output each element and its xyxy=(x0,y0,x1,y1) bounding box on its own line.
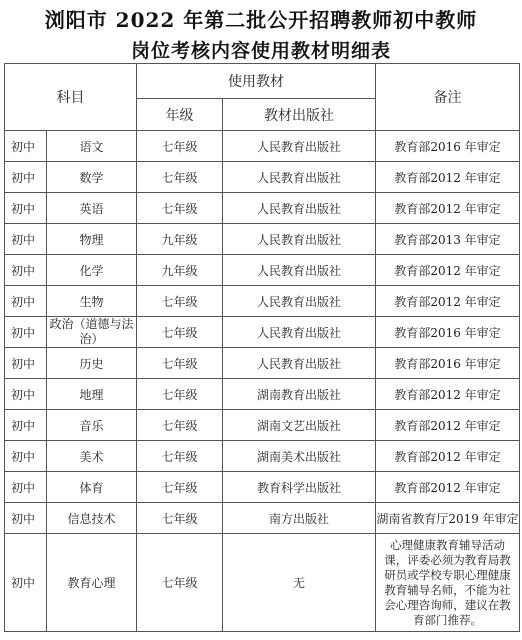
header-publisher: 教材出版社 xyxy=(223,99,376,131)
subject-cell: 教育心理 xyxy=(47,534,137,632)
publisher-cell: 人民教育出版社 xyxy=(223,286,376,317)
level-cell: 初中 xyxy=(5,348,47,379)
publisher-cell: 湖南美术出版社 xyxy=(223,441,376,472)
header-notes: 备注 xyxy=(376,64,520,131)
publisher-cell: 人民教育出版社 xyxy=(223,131,376,162)
note-cell: 心理健康教育辅导活动课，评委必须为教育局教研员或学校专职心理健康教育辅导名师，不能为社会心理咨询师，建议在教育部门推荐。 xyxy=(376,534,520,632)
table-row xyxy=(5,131,520,162)
note-cell: 教育部2012 年审定 xyxy=(376,193,520,224)
note-cell: 教育部2013 年审定 xyxy=(376,224,520,255)
publisher-cell: 教育科学出版社 xyxy=(223,472,376,503)
subject-cell: 政治（道德与法治） xyxy=(47,317,137,348)
note-cell: 教育部2012 年审定 xyxy=(376,472,520,503)
publisher-cell: 人民教育出版社 xyxy=(223,224,376,255)
subject-cell: 美术 xyxy=(47,441,137,472)
note-cell: 教育部2012 年审定 xyxy=(376,286,520,317)
note-cell: 湖南省教育厅2019 年审定 xyxy=(376,503,520,534)
table-row xyxy=(5,503,520,534)
note-cell: 教育部2016 年审定 xyxy=(376,317,520,348)
grade-cell: 七年级 xyxy=(137,286,223,317)
publisher-cell: 人民教育出版社 xyxy=(223,317,376,348)
grade-cell: 七年级 xyxy=(137,162,223,193)
note-cell: 教育部2012 年审定 xyxy=(376,441,520,472)
table-row xyxy=(5,348,520,379)
note-cell: 教育部2012 年审定 xyxy=(376,162,520,193)
level-cell: 初中 xyxy=(5,441,47,472)
title-line-1: 浏阳市 2022 年第二批公开招聘教师初中教师 xyxy=(44,8,478,32)
table-row xyxy=(5,534,520,632)
materials-table xyxy=(4,63,520,632)
publisher-cell: 人民教育出版社 xyxy=(223,255,376,286)
grade-cell: 七年级 xyxy=(137,317,223,348)
subject-cell: 语文 xyxy=(47,131,137,162)
publisher-cell: 南方出版社 xyxy=(223,503,376,534)
table-row xyxy=(5,379,520,410)
grade-cell: 七年级 xyxy=(137,410,223,441)
level-cell: 初中 xyxy=(5,162,47,193)
header-grade: 年级 xyxy=(137,99,223,131)
level-cell: 初中 xyxy=(5,224,47,255)
level-cell: 初中 xyxy=(5,503,47,534)
grade-cell: 七年级 xyxy=(137,193,223,224)
table-row xyxy=(5,472,520,503)
subject-cell: 生物 xyxy=(47,286,137,317)
header-materials: 使用教材 xyxy=(137,64,376,99)
note-cell: 教育部2012 年审定 xyxy=(376,410,520,441)
grade-cell: 七年级 xyxy=(137,131,223,162)
grade-cell: 九年级 xyxy=(137,224,223,255)
table-row xyxy=(5,255,520,286)
table-row xyxy=(5,162,520,193)
subject-cell: 体育 xyxy=(47,472,137,503)
level-cell: 初中 xyxy=(5,317,47,348)
level-cell: 初中 xyxy=(5,193,47,224)
grade-cell: 九年级 xyxy=(137,255,223,286)
grade-cell: 七年级 xyxy=(137,503,223,534)
subject-cell: 地理 xyxy=(47,379,137,410)
table-row xyxy=(5,286,520,317)
subject-cell: 英语 xyxy=(47,193,137,224)
table-row xyxy=(5,410,520,441)
header-subject: 科目 xyxy=(5,64,137,131)
table-row xyxy=(5,441,520,472)
level-cell: 初中 xyxy=(5,379,47,410)
level-cell: 初中 xyxy=(5,255,47,286)
level-cell: 初中 xyxy=(5,534,47,632)
title-line-2: 岗位考核内容使用教材明细表 xyxy=(130,40,391,62)
table-row xyxy=(5,317,520,348)
grade-cell: 七年级 xyxy=(137,348,223,379)
subject-cell: 数学 xyxy=(47,162,137,193)
level-cell: 初中 xyxy=(5,131,47,162)
publisher-cell: 湖南文艺出版社 xyxy=(223,410,376,441)
note-cell: 教育部2016 年审定 xyxy=(376,348,520,379)
grade-cell: 七年级 xyxy=(137,441,223,472)
subject-cell: 历史 xyxy=(47,348,137,379)
table-row xyxy=(5,224,520,255)
table-row xyxy=(5,193,520,224)
publisher-cell: 无 xyxy=(223,534,376,632)
publisher-cell: 湖南教育出版社 xyxy=(223,379,376,410)
grade-cell: 七年级 xyxy=(137,534,223,632)
publisher-cell: 人民教育出版社 xyxy=(223,162,376,193)
note-cell: 教育部2016 年审定 xyxy=(376,131,520,162)
publisher-cell: 人民教育出版社 xyxy=(223,348,376,379)
publisher-cell: 人民教育出版社 xyxy=(223,193,376,224)
note-cell: 教育部2012 年审定 xyxy=(376,379,520,410)
subject-cell: 物理 xyxy=(47,224,137,255)
level-cell: 初中 xyxy=(5,472,47,503)
grade-cell: 七年级 xyxy=(137,472,223,503)
note-cell: 教育部2012 年审定 xyxy=(376,255,520,286)
level-cell: 初中 xyxy=(5,286,47,317)
subject-cell: 信息技术 xyxy=(47,503,137,534)
level-cell: 初中 xyxy=(5,410,47,441)
subject-cell: 化学 xyxy=(47,255,137,286)
grade-cell: 七年级 xyxy=(137,379,223,410)
subject-cell: 音乐 xyxy=(47,410,137,441)
